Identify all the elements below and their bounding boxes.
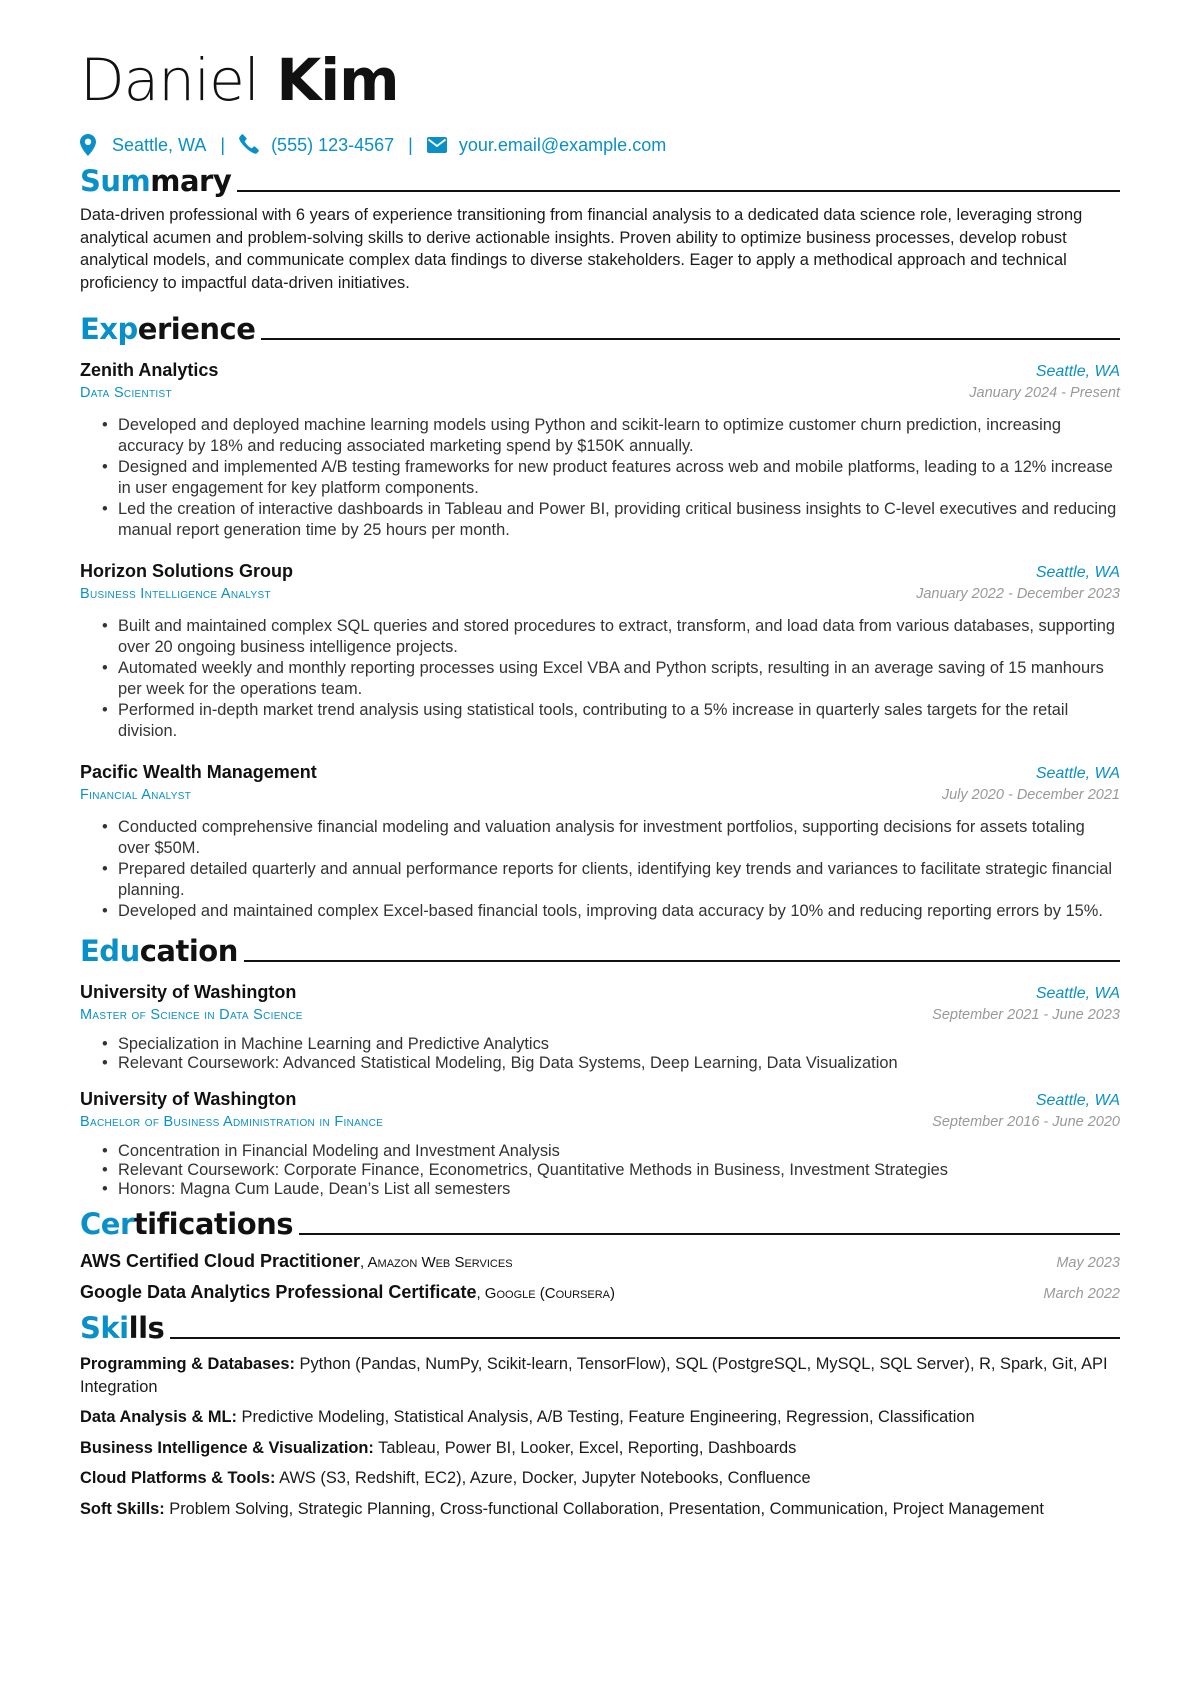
skill-label: Data Analysis & ML: [80,1408,237,1427]
certifications-section [80,1205,1120,1303]
skill-values: Predictive Modeling, Statistical Analysis, A/B Testing, Feature Engineering, Regression, Classification [241,1408,975,1427]
section-rule [261,338,1120,340]
skill-values: Python (Pandas, NumPy, Scikit-learn, TensorFlow), SQL (PostgreSQL, MySQL, SQL Server), R, Spark, Git, API Integration [80,1355,1108,1396]
bullet-list [80,1142,1120,1199]
section-title: Skills [80,1311,165,1346]
entry-location: Seattle, WA [1035,1092,1120,1110]
entry-dates: July 2020 - December 2021 [941,787,1120,804]
entry-location: Seattle, WA [1035,363,1120,381]
certification-name: Google Data Analytics Professional Certificate [80,1282,477,1303]
certification-item [80,1282,1120,1303]
experience-section [80,310,1120,922]
section-title: Experience [80,312,256,347]
entry-location: Seattle, WA [1035,564,1120,582]
job-title: Data Scientist [80,385,172,402]
education-entry [80,1087,1120,1199]
section-rule [244,960,1120,962]
first-name: Daniel [80,46,259,114]
phone-text: (555) 123-4567 [271,134,395,155]
bullet-item: • Prepared detailed quarterly and annual performance reports for clients, identifying key trends and variances to facilitate strategic financial planning. [100,859,1120,901]
skill-values: Problem Solving, Strategic Planning, Cross-functional Collaboration, Presentation, Communication, Project Management [169,1499,1044,1518]
skill-label: Programming & Databases: [80,1355,295,1374]
certification-item [80,1251,1120,1272]
location-text: Seattle, WA [112,134,207,155]
certification-separator: , [360,1254,368,1272]
experience-entry [80,358,1120,541]
certification-issuer: Google (Coursera) [484,1285,615,1303]
map-pin-icon [80,134,102,156]
bullet-item: • Relevant Coursework: Advanced Statistical Modeling, Big Data Systems, Deep Learning, Data Visualization [100,1054,1120,1073]
job-title: Financial Analyst [80,787,192,804]
entry-location: Seattle, WA [1035,765,1120,783]
entry-dates: September 2016 - June 2020 [932,1114,1120,1131]
skill-values: AWS (S3, Redshift, EC2), Azure, Docker, Jupyter Notebooks, Confluence [279,1469,811,1488]
skill-label: Soft Skills: [80,1499,165,1518]
experience-heading [80,310,1120,346]
section-rule [299,1233,1120,1235]
bullet-item: • Developed and maintained complex Excel-based financial tools, improving data accuracy by 10% and reducing reporting errors by 15%. [100,901,1120,922]
section-title: Education [80,934,238,969]
bullet-item: • Concentration in Financial Modeling and Investment Analysis [100,1142,1120,1161]
skill-group [80,1498,1120,1521]
bullet-item: • Specialization in Machine Learning and Predictive Analytics [100,1035,1120,1054]
skill-values: Tableau, Power BI, Looker, Excel, Reporting, Dashboards [378,1438,797,1457]
entry-dates: January 2022 - December 2023 [916,586,1120,603]
bullet-item: • Automated weekly and monthly reporting processes using Excel VBA and Python scripts, resulting in an average saving of 15 manhours per week for the operations team. [100,658,1120,700]
section-title: Summary [80,164,232,198]
skill-group [80,1406,1120,1429]
skills-section [80,1309,1120,1520]
education-entry [80,980,1120,1073]
certification-issuer: Amazon Web Services [367,1254,513,1272]
job-title: Business Intelligence Analyst [80,586,271,603]
summary-heading [80,162,1120,198]
section-rule [170,1337,1120,1339]
education-section [80,932,1120,1199]
section-rule [237,190,1120,192]
contact-email[interactable] [427,134,666,156]
certification-name: AWS Certified Cloud Practitioner [80,1251,361,1272]
bullet-item: • Developed and deployed machine learning models using Python and scikit-learn to optimize customer churn prediction, increasing accuracy by 18% and reducing associated marketing spend by $150K annually. [100,415,1120,457]
employer-name: Horizon Solutions Group [80,561,293,582]
experience-entry [80,559,1120,742]
section-title: Certifications [80,1207,294,1242]
bullet-list [80,1035,1120,1073]
school-name: University of Washington [80,982,297,1003]
bullet-item: • Built and maintained complex SQL queries and stored procedures to extract, transform, and load data from various databases, supporting over 20 ongoing business intelligence projects. [100,616,1120,658]
skill-label: Cloud Platforms & Tools: [80,1469,276,1488]
entry-location: Seattle, WA [1035,985,1120,1003]
contact-phone [239,134,394,156]
contact-separator: | [408,134,413,155]
entry-dates: January 2024 - Present [969,385,1120,402]
bullet-item: • Conducted comprehensive financial modeling and valuation analysis for investment portfolios, supporting decisions for assets totaling over $50M. [100,817,1120,859]
resume-page [80,40,1120,1520]
bullet-list [80,817,1120,922]
bullet-item: • Relevant Coursework: Corporate Finance, Econometrics, Quantitative Methods in Business, Investment Strategies [100,1161,1120,1180]
employer-name: Pacific Wealth Management [80,762,317,783]
skill-group [80,1467,1120,1490]
bullet-list [80,415,1120,541]
employer-name: Zenith Analytics [80,360,219,381]
envelope-icon [427,134,449,156]
entry-dates: September 2021 - June 2023 [932,1007,1120,1024]
contact-line [80,132,1120,158]
summary-section [80,162,1120,294]
skills-heading [80,1309,1120,1345]
bullet-item: • Performed in-depth market trend analysis using statistical tools, contributing to a 5% increase in quarterly sales targets for the retail division. [100,700,1120,742]
skill-label: Business Intelligence & Visualization: [80,1438,374,1457]
skill-group [80,1437,1120,1460]
certification-date: May 2023 [1056,1255,1120,1272]
bullet-item: • Designed and implemented A/B testing frameworks for new product features across web and mobile platforms, leading to a 12% increase in user engagement for key platform components. [100,457,1120,499]
candidate-name [80,40,1120,120]
school-name: University of Washington [80,1089,297,1110]
bullet-list [80,616,1120,742]
degree-title: Master of Science in Data Science [80,1007,303,1024]
summary-text: Data-driven professional with 6 years of experience transitioning from financial analysis to a dedicated data science role, leveraging strong analytical acumen and problem-solving skills to derive actionable insights. Proven ability to optimize business processes, develop robust analytical models, and communicate complex data findings to diverse stakeholders. Eager to apply a methodical approach and technical proficiency to impactful data-driven initiatives. [80,206,1083,292]
last-name: Kim [276,46,399,114]
contact-location [80,134,206,156]
skill-group [80,1353,1120,1398]
phone-icon [239,134,261,156]
email-link[interactable]: your.email@example.com [458,134,667,155]
bullet-item: • Honors: Magna Cum Laude, Dean’s List all semesters [100,1180,1120,1199]
degree-title: Bachelor of Business Administration in Finance [80,1114,384,1131]
bullet-item: • Led the creation of interactive dashboards in Tableau and Power BI, providing critical business insights to C-level executives and reducing manual report generation time by 25 hours per month. [100,499,1120,541]
certification-date: March 2022 [1043,1286,1120,1303]
experience-entry [80,760,1120,922]
certification-separator: , [476,1285,485,1303]
contact-separator: | [220,134,226,155]
education-heading [80,932,1120,968]
certifications-heading [80,1205,1120,1241]
